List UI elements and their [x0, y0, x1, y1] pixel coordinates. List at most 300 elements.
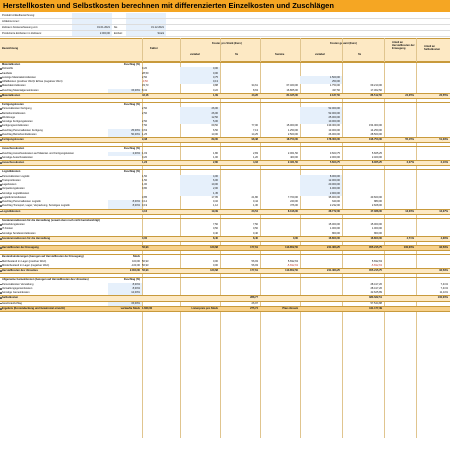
value-cell[interactable]: 52.000,00 [300, 107, 342, 111]
value-cell: 2.061,50 [287, 151, 298, 155]
value-cell: 2,50 [142, 120, 148, 123]
value-cell: 56,93 [142, 263, 149, 267]
factor-cell [108, 138, 142, 142]
value-cell: 880,00 [374, 200, 382, 203]
header-row [0, 31, 450, 37]
value-cell: 12,27% [439, 209, 448, 213]
factor-cell[interactable]: 8,00% [108, 204, 142, 208]
value-cell: 24,25% [405, 93, 414, 97]
row-label: Sonstige Sondereinzelkosten [2, 231, 36, 235]
row-label: Werkzeuge [2, 115, 16, 119]
value-cell: 28.417,26 [370, 286, 382, 290]
value-cell: 8,40 [252, 236, 258, 240]
value-cell: Listenpreis pro Stück [191, 306, 218, 310]
value-cell[interactable]: 25.000,00 [300, 116, 342, 120]
col-anteil-herst: Anteil an Herstellkosten der Erzeugung [392, 41, 415, 50]
value-cell: 7.700,00 [287, 195, 298, 199]
value-cell: 241.363,25 [327, 246, 340, 249]
value-cell: 7,13 [252, 128, 258, 132]
row-label: Personalkosten Fertigung [2, 107, 32, 111]
total-row [0, 306, 450, 312]
value-cell: 0,50 [252, 227, 258, 231]
value-cell: 120,68 [210, 269, 218, 272]
value-cell[interactable]: 26,00 [180, 112, 220, 116]
value-cell: 28.500,00 [370, 132, 382, 136]
row-label: Gewinnaufschlag [2, 301, 22, 305]
value-cell: 23,54 [251, 209, 258, 213]
factor-cell: -100,00 [131, 263, 140, 267]
value-cell: 69,50 [211, 124, 218, 128]
row-label: Betriebsmittelkosten [2, 111, 26, 115]
factor-cell [108, 237, 142, 241]
value-cell: 2.000,00 [329, 155, 340, 159]
value-cell: 16.865,00 [286, 88, 298, 92]
value-cell: 0,00 [212, 259, 218, 263]
factor-cell[interactable]: 15,00% [108, 89, 142, 93]
value-cell: -0,50 [142, 80, 148, 83]
value-cell: 0,00 [212, 263, 218, 267]
value-cell: 92,59% [439, 269, 448, 272]
col-var1: variabel [190, 53, 200, 56]
row-label: Fertigungskosten [2, 103, 24, 106]
row-label: Fertigungskosten [2, 138, 24, 141]
factor-cell[interactable]: 8,00% [108, 283, 142, 287]
value-cell: 51,29% [439, 138, 448, 141]
value-cell: 11,11% [439, 291, 448, 294]
col-anteil-selbst: Anteil an Selbstkosten [424, 45, 441, 51]
header-value-2[interactable] [126, 13, 166, 18]
value-cell: 13.000,00 [328, 128, 340, 132]
sheet-title: Herstellkosten und Selbstkosten berechnen mit differenzierten Einzelkosten und Zuschlägen [0, 0, 450, 12]
value-cell [142, 296, 180, 300]
value-cell: Plan-Umsatz [282, 306, 298, 310]
value-cell [416, 307, 450, 311]
row-label: Sonstige Fertigungskosten [2, 120, 33, 123]
value-cell: 13,20% [405, 209, 414, 213]
value-cell[interactable]: 2,00 [180, 187, 220, 191]
factor-cell[interactable]: 15,00% [108, 302, 142, 306]
header-value[interactable] [72, 13, 112, 18]
value-cell: 2,50 [142, 107, 148, 111]
value-cell: 56,93 [142, 259, 149, 263]
factor-cell [108, 296, 142, 300]
value-cell: 21,80 [251, 195, 258, 199]
row-label: Transportkosten [2, 178, 21, 182]
value-cell: 28.417,26 [370, 282, 382, 286]
value-cell: 2,27% [406, 161, 414, 164]
value-cell: 178.000,00 [327, 138, 340, 141]
row-label: Fertigungseinzelkosten [2, 124, 29, 128]
value-cell: 1,50 [142, 174, 148, 178]
value-cell [300, 307, 342, 311]
value-cell: 0,40 [252, 231, 258, 235]
value-cell: 47.088,00 [370, 209, 382, 213]
value-cell: 0,40 [212, 231, 218, 235]
row-label: Zuschlag Transport, Lager, Verpackung, Sonstiges Logistik [2, 204, 70, 208]
row-label: Allgemeine Gemeinkosten (bezogen auf Herstellkosten des Umsatzes) [2, 278, 89, 282]
value-cell: 0,80 [142, 187, 148, 191]
header-value[interactable]: 01.01.2021 [72, 25, 112, 30]
value-cell: 33,73 [142, 84, 149, 88]
value-cell: 5.665,25 [371, 151, 382, 155]
value-cell: 5.603,75 [329, 161, 340, 164]
value-cell: -5.692,63 [371, 263, 382, 267]
column-header [0, 38, 450, 62]
factor-cell: Stück [132, 255, 140, 259]
factor-cell: Zuschlag (%) [123, 103, 140, 106]
value-cell: 0,32 [212, 200, 218, 203]
value-cell: 1,50 [142, 178, 148, 182]
value-cell: 1,00 [212, 155, 218, 159]
value-cell: 14,25 [251, 132, 258, 136]
header-label: Artikelnummer: [2, 20, 20, 23]
factor-cell: 100,00 [132, 259, 140, 263]
value-cell: 2,80 [212, 161, 218, 164]
row-label: Personalkosten Verwaltung [2, 282, 34, 286]
header-block [0, 13, 450, 37]
col-gesamt-group: Kosten gesamt (Euro) [330, 42, 357, 45]
factor-cell [108, 94, 142, 98]
value-cell: 9,38 [142, 138, 148, 141]
col-bezeichnung: Bezeichnung [2, 47, 19, 50]
value-cell[interactable]: 250,00 [300, 80, 342, 84]
value-cell[interactable]: 12.000,00 [300, 179, 342, 183]
value-cell: 4,03 [252, 161, 258, 164]
row-label: Zuschlag Personalkosten Fertigung [2, 128, 43, 132]
value-cell[interactable]: 4.000,00 [300, 187, 342, 191]
value-cell: 4,16 [142, 209, 148, 213]
value-cell: 56,93 [142, 246, 149, 249]
value-cell [384, 296, 416, 300]
header-value-2[interactable] [126, 19, 166, 24]
value-cell: 1,80 [212, 151, 218, 155]
row-label: Herstellkosten des Umsatzes [2, 269, 38, 272]
value-cell[interactable]: 26,00 [180, 107, 220, 111]
value-cell: 2.500,00 [287, 132, 298, 136]
value-cell: 4,71% [406, 236, 414, 240]
factor-cell [108, 210, 142, 214]
value-cell: 7,50 [212, 223, 218, 226]
value-cell: 56,93 [251, 263, 258, 267]
value-cell: 275,74 [250, 306, 258, 310]
row-label: Bestandsänderungen (bezogen auf Herstellkosten der Erzeugung) [2, 255, 84, 259]
value-cell [384, 269, 416, 273]
value-cell: 7,41% [440, 286, 448, 290]
value-cell: 57.544,88 [370, 301, 382, 305]
row-label: Zuschlag Personalkosten Logistik [2, 200, 41, 203]
value-cell[interactable]: 1.500,00 [300, 76, 342, 80]
value-cell: 8.065,25 [371, 161, 382, 164]
row-label: Verpackungskosten [2, 187, 25, 191]
col-fix2: fix [358, 53, 362, 56]
value-cell: 15.000,00 [370, 223, 382, 226]
value-cell: 35.900,00 [328, 195, 340, 199]
row-label: Sonstige Gemeinkosten [2, 291, 30, 294]
value-cell[interactable]: 12,50 [180, 116, 220, 120]
value-cell: 1.000,00 [371, 227, 382, 231]
header-value[interactable] [72, 19, 112, 24]
value-cell: 1.250,00 [287, 128, 298, 132]
value-cell: -5.692,63 [287, 263, 298, 267]
header-key: Einheit: [114, 32, 123, 35]
factor-cell: Zuschlag (%) [123, 170, 140, 174]
value-cell: 113.852,50 [285, 269, 298, 272]
value-cell: 5.692,63 [371, 259, 382, 263]
row-label: Minderbestand im Lager (negativer Wert) [2, 263, 50, 267]
col-sum1: Summe [275, 53, 285, 56]
value-cell[interactable]: 10,00 [180, 183, 220, 187]
value-cell [300, 296, 342, 300]
value-cell: 640,00 [332, 200, 340, 203]
value-cell: 355.215,75 [369, 269, 382, 272]
value-cell[interactable]: 8.000,00 [300, 175, 342, 179]
value-cell: 19,39 [211, 209, 218, 213]
row-label: Logistikkosten [2, 170, 21, 174]
value-cell: 437,50 [332, 88, 340, 92]
value-cell: 15.000,00 [328, 223, 340, 226]
value-cell: 2,10% [440, 161, 448, 164]
value-cell[interactable]: 0,13 [180, 80, 220, 84]
row-label: Ausschusskosten [2, 161, 25, 164]
value-cell: 69.210,00 [370, 84, 382, 88]
row-label: Ergebnis (Kostendeckung und Gewinnziel erreicht) [2, 306, 65, 310]
value-cell: 8,41 [142, 88, 148, 92]
value-cell: 14.250,00 [370, 128, 382, 132]
row-label: Zuschlag Betriebsmittelkosten [2, 132, 37, 136]
value-cell: 3.603,75 [329, 151, 340, 155]
value-cell: 4,38% [440, 236, 448, 240]
row-label: Sondereinzelkosten für die Herstellung (soweit oben noch nicht berücksichtigt) [2, 218, 100, 222]
row-label: sonstige Materialeinzelkosten [2, 75, 37, 79]
value-cell: 42.625,89 [370, 291, 382, 294]
factor-cell: Zuschlag (%) [123, 63, 140, 66]
value-cell: 38.772,00 [328, 209, 340, 213]
value-cell: 2.608,00 [371, 204, 382, 208]
value-cell: 376,00 [290, 204, 298, 208]
value-cell: 240,00 [290, 200, 298, 203]
row-label: Selbstkosten [2, 296, 19, 300]
header-label: Produzierte Einheiten im Zeitraum: [2, 32, 42, 35]
value-cell: 16.800,00 [328, 236, 340, 240]
factor-cell [108, 161, 142, 165]
value-cell: 43.600,00 [370, 195, 382, 199]
value-cell: 1.600,00 [142, 306, 153, 310]
value-cell: 34,61 [251, 84, 258, 88]
value-cell: 441.177,39 [369, 306, 382, 310]
col-stueck-group: Kosten pro Stück (Euro) [212, 42, 242, 45]
value-cell: 1,25 [142, 132, 148, 136]
value-cell: 1,23 [142, 161, 148, 164]
value-cell [260, 296, 300, 300]
value-cell: 17,95 [211, 195, 218, 199]
value-cell: 7,41% [440, 282, 448, 286]
row-label: Logistikkosten [2, 209, 21, 213]
row-label: Rohstoffe [2, 67, 14, 71]
value-cell: 800,00 [374, 231, 382, 235]
value-cell: 100,00% [403, 246, 414, 249]
factor-cell [108, 246, 142, 250]
value-cell: 5.692,63 [287, 259, 298, 263]
value-cell: 241.363,25 [327, 269, 340, 272]
value-cell: 0,19 [142, 204, 148, 208]
value-cell[interactable]: 20.000,00 [300, 183, 342, 187]
row-label: Sonstige Logistikkosten [2, 191, 30, 195]
value-cell: 26.000,00 [328, 132, 340, 136]
value-cell: 100,00% [437, 296, 448, 300]
row-label: Verwaltungsgemeinkosten [2, 286, 33, 290]
header-value[interactable]: 2.000,00 [72, 31, 112, 36]
value-cell[interactable]: 2.900,00 [300, 192, 342, 196]
value-cell: 0,88 [212, 84, 218, 88]
row-label: Logistik Einzelkosten [2, 195, 27, 199]
value-cell[interactable]: 0,00 [180, 67, 220, 71]
col-fix1: fix [235, 53, 239, 56]
value-cell: 18.750,00 [286, 138, 298, 141]
row-label: Sondereinzelkosten für die Herstellung [2, 236, 51, 240]
row-label: Lagerkosten [2, 183, 17, 186]
row-label: Entwicklungskosten [2, 223, 25, 226]
value-cell: 0,20 [142, 155, 148, 159]
factor-cell[interactable]: 12,00% [108, 291, 142, 295]
value-cell: 98,38 [251, 138, 258, 141]
value-cell: 84.325,00 [286, 93, 298, 97]
value-cell: 383.632,51 [369, 296, 382, 300]
value-cell: 1,09 [212, 93, 218, 97]
value-cell: 0,63 [142, 128, 148, 132]
factor-cell: verkaufte Stück [120, 306, 140, 310]
row-label: Materialkosten [2, 63, 21, 66]
header-value-2[interactable]: Stück [126, 31, 166, 36]
header-label: Produkt/ Artikelbezeichnung: [2, 14, 35, 17]
value-cell: 2.461,50 [287, 161, 298, 164]
value-cell: 22,55% [439, 93, 448, 97]
value-cell: 28,50 [142, 71, 149, 75]
row-label: Zuschlag Ausschusskosten auf Material- und Fertigungskosten [2, 151, 75, 155]
value-cell: 13,00 [211, 132, 218, 136]
value-cell: 139.000,00 [327, 124, 340, 128]
col-faktor: Faktor [150, 47, 158, 50]
value-cell[interactable]: 1,45 [180, 192, 220, 196]
header-key: bis [114, 26, 118, 29]
value-cell [180, 296, 220, 300]
value-cell: 1,30 [252, 204, 258, 208]
factor-cell[interactable]: 50,00% [108, 133, 142, 137]
value-cell: 177,61 [250, 246, 258, 249]
value-cell: 8.316,00 [287, 209, 298, 213]
factor-cell[interactable]: 8,00% [108, 287, 142, 291]
row-label: Mehrbestand im Lager (positiver Wert) [2, 259, 47, 263]
value-cell: 1,03 [142, 151, 148, 155]
factor-cell[interactable]: 25,00% [108, 129, 142, 133]
header-key [112, 19, 126, 24]
value-cell: 15.000,00 [286, 124, 298, 128]
row-label: Kaufteile [2, 71, 13, 75]
value-cell: 120,68 [210, 246, 218, 249]
value-cell: 0,22 [212, 88, 218, 92]
value-cell: 9,20 [142, 67, 148, 71]
value-cell: 16.800,00 [370, 236, 382, 240]
value-cell: 0,12 [142, 200, 148, 203]
value-cell[interactable]: 10.000,00 [300, 120, 342, 124]
value-cell: 2.232,00 [329, 204, 340, 208]
value-cell [384, 307, 416, 311]
value-cell: 89,00 [211, 138, 218, 141]
value-cell[interactable]: 52.000,00 [300, 112, 342, 116]
row-label: Sonstige Ausschusskosten [2, 155, 33, 159]
value-cell: 2.400,00 [371, 155, 382, 159]
value-cell: 1.000,00 [329, 227, 340, 231]
value-cell: 0,44 [252, 200, 258, 203]
factor-cell[interactable]: 8,00% [108, 200, 142, 204]
value-cell: 177,61 [250, 269, 258, 272]
value-cell: 56,93 [251, 259, 258, 263]
value-cell: 355.215,75 [369, 246, 382, 249]
value-cell: 1,12 [212, 204, 218, 208]
value-cell: 2.187,50 [329, 93, 340, 97]
col-var2: variabel [315, 53, 325, 56]
value-cell: 42,16 [142, 93, 149, 97]
value-cell: 6,50 [212, 128, 218, 132]
value-cell: 26,97 [251, 301, 258, 305]
value-cell: 8,63 [252, 88, 258, 92]
value-cell[interactable]: 5,00 [180, 120, 220, 124]
value-cell: 0,00 [142, 236, 148, 240]
row-label: Abfallkosten (positiver Wert)/ Erlöse (negativer Wert) [2, 80, 63, 83]
value-cell: 196.750,00 [369, 138, 382, 141]
value-cell: 1.750,00 [329, 84, 340, 88]
row-label: Personalkosten Logistik [2, 174, 30, 178]
value-cell: 1,20 [252, 155, 258, 159]
value-cell: 3,85 [142, 195, 148, 199]
value-cell: 17.302,50 [370, 88, 382, 92]
value-cell[interactable]: 0,00 [180, 72, 220, 76]
value-cell: 2,50 [142, 75, 148, 79]
value-cell: 86.512,50 [370, 93, 382, 97]
row-label: IT-Kosten [2, 227, 14, 231]
factor-cell[interactable]: 2,00% [108, 152, 142, 156]
row-label: Materialeinzelkosten [2, 84, 26, 88]
value-cell: 43,26 [251, 93, 258, 97]
header-key [112, 13, 126, 18]
value-cell: 113.852,50 [285, 246, 298, 249]
value-cell: 7,50 [252, 223, 258, 226]
value-cell: 2,50 [142, 111, 148, 115]
value-cell: 154.000,00 [369, 124, 382, 128]
value-cell: 56,93 [142, 269, 149, 272]
value-cell: 7,50 [142, 124, 148, 128]
row-label: Zuschlag Materialgemeinkosten [2, 88, 39, 92]
value-cell: 77,00 [251, 124, 258, 128]
value-cell[interactable]: 6,00 [180, 179, 220, 183]
value-cell: 55,15% [405, 138, 414, 141]
value-cell: 8,40 [212, 236, 218, 240]
value-cell[interactable]: 4,00 [180, 175, 220, 179]
value-cell: 400,00 [290, 155, 298, 159]
factor-cell: Zuschlag (%) [123, 147, 140, 151]
value-cell: 288,77 [250, 296, 258, 300]
header-label: Zeitraum Kostenerfassung von: [2, 26, 39, 29]
value-cell: 1,00 [142, 183, 148, 186]
row-label: Herstellkosten der Erzeugung [2, 246, 39, 249]
factor-cell: Zuschlag (%) [123, 278, 140, 282]
value-cell[interactable]: 0,75 [180, 76, 220, 80]
table-body [0, 62, 450, 312]
value-cell: 2,83 [252, 151, 258, 155]
header-value-2[interactable]: 31.12.2021 [126, 25, 166, 30]
factor-cell: 2.000,00 [129, 269, 140, 272]
value-cell: 92,59% [439, 246, 448, 249]
value-cell: 800,00 [332, 231, 340, 235]
